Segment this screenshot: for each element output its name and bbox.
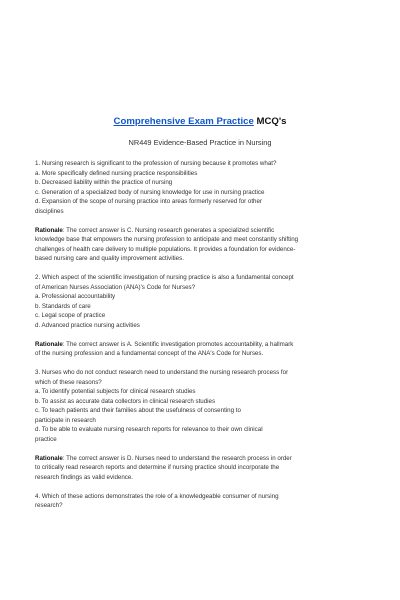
answer-option-line: b. Standards of care bbox=[35, 302, 91, 310]
paragraph-gap bbox=[35, 330, 375, 340]
answer-option-line: c. To teach patients and their families about the usefulness of consenting to bbox=[35, 407, 241, 414]
answer-option-line: a. More specifically defined nursing practice responsibilities bbox=[35, 169, 198, 177]
question-stem-line: research? bbox=[35, 502, 63, 509]
rationale-text: of the nursing profession and a fundamental concept of the ANA's Code for Nurses. bbox=[35, 350, 264, 357]
answer-option-line: disciplines bbox=[35, 207, 64, 215]
answer-option-line: d. Expansion of the scope of nursing practice into areas formerly reserved for other bbox=[35, 198, 262, 205]
rationale-line bbox=[35, 254, 375, 264]
answer-option-line: practice bbox=[35, 435, 57, 443]
answer-option-line: c. Legal scope of practice bbox=[35, 312, 106, 319]
paragraph-gap bbox=[35, 264, 375, 274]
question-block bbox=[35, 273, 375, 330]
rationale-line bbox=[35, 473, 375, 483]
question-stem-line: of American Nurses Association (ANA)'s Code for Nurses? bbox=[35, 283, 196, 291]
question-block bbox=[35, 368, 375, 444]
rationale-text: : The correct answer is C. Nursing research generates a specialized scientific bbox=[62, 226, 275, 234]
question-stem-line: which of these reasons? bbox=[35, 378, 102, 386]
answer-option-line: d. To be able to evaluate nursing research reports for relevance to their own clinical bbox=[35, 426, 263, 433]
rationale-text: to critically read research reports and determine if nursing practice should incorporate the bbox=[35, 464, 280, 471]
question-stem-line: 3. Nurses who do not conduct research need to understand the nursing research process for bbox=[35, 369, 289, 376]
question-block bbox=[35, 159, 375, 216]
question-block bbox=[35, 492, 375, 511]
answer-option-line: d. Advanced practice nursing activities bbox=[35, 321, 140, 329]
rationale-text: : The correct answer is D. Nurses need to understand the research process in order bbox=[62, 454, 292, 462]
rationale-line bbox=[35, 349, 375, 359]
rationale-block bbox=[35, 454, 375, 483]
answer-option-line: a. Professional accountability bbox=[35, 293, 116, 300]
rationale-text: : The correct answer is A. Scientific investigation promotes accountability, a hallmark bbox=[62, 340, 294, 348]
rationale-line bbox=[35, 463, 375, 473]
rationale-label: Rationale bbox=[35, 340, 63, 348]
rationale-line bbox=[35, 454, 375, 464]
rationale-text: challenges of health care delivery to multiple populations. It provides a foundation for evidence- bbox=[35, 245, 296, 253]
rationale-line bbox=[35, 226, 375, 236]
question-stem-line: 1. Nursing research is significant to the profession of nursing because it promotes what? bbox=[35, 160, 277, 167]
rationale-text: research findings as valid evidence. bbox=[35, 473, 134, 481]
paragraph-gap bbox=[35, 216, 375, 226]
rationale-line bbox=[35, 245, 375, 255]
rationale-block bbox=[35, 226, 375, 264]
paragraph-gap bbox=[35, 359, 375, 369]
rationale-block bbox=[35, 340, 375, 359]
question-stem-line: 4. Which of these actions demonstrates the role of a knowledgeable consumer of nursing bbox=[35, 492, 279, 500]
paragraph-gap bbox=[35, 482, 375, 492]
rationale-label: Rationale bbox=[35, 454, 63, 462]
answer-option-line: b. To assist as accurate data collectors in clinical research studies bbox=[35, 397, 216, 405]
document-title bbox=[0, 116, 400, 128]
title-link[interactable]: Comprehensive Exam Practice bbox=[113, 116, 254, 127]
question-stem-line: 2. Which aspect of the scientific investigation of nursing practice is also a fundamental concept bbox=[35, 274, 294, 281]
title-suffix: MCQ's bbox=[253, 116, 287, 127]
rationale-line bbox=[35, 235, 375, 245]
answer-option-line: c. Generation of a specialized body of nursing knowledge for use in nursing practice bbox=[35, 188, 265, 196]
answer-option-line: a. To identify potential subjects for clinical research studies bbox=[35, 388, 196, 395]
answer-option-line: participate in research bbox=[35, 416, 96, 424]
course-subtitle: NR449 Evidence-Based Practice in Nursing bbox=[128, 138, 272, 147]
rationale-line bbox=[35, 340, 375, 350]
rationale-label: Rationale bbox=[35, 226, 63, 234]
questions-section bbox=[35, 159, 375, 511]
rationale-text: based nursing care and quality improvement activities. bbox=[35, 255, 184, 262]
paragraph-gap bbox=[35, 444, 375, 454]
rationale-text: knowledge base that empowers the nursing profession to anticipate and meet constantly shifting bbox=[35, 236, 299, 243]
answer-option-line: b. Decreased liability within the practice of nursing bbox=[35, 179, 173, 186]
